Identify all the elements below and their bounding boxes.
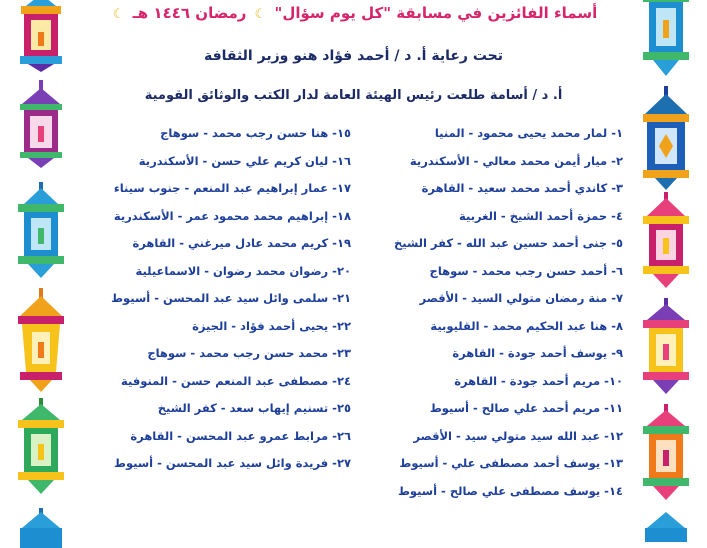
list-item: ٢٥- تسنيم إيهاب سعد - كفر الشيخ — [157, 401, 351, 415]
lantern-icon — [631, 298, 701, 398]
list-item: ١١- مريم أحمد علي صالح - أسيوط — [429, 401, 623, 415]
list-item: ١٢- عبد الله سيد متولي سيد - الأقصر — [413, 428, 623, 443]
lantern-icon — [6, 0, 76, 74]
list-item: ١٥- هنا حسن رجب محمد - سوهاج — [160, 126, 351, 140]
lantern-icon — [631, 404, 701, 504]
list-item: ٣- كاندي أحمد محمد سعيد - القاهرة — [421, 181, 623, 195]
page-title — [90, 4, 617, 22]
list-item: ١٩- كريم محمد عادل ميرغني - القاهرة — [132, 236, 351, 250]
lantern-icon — [6, 182, 76, 282]
lantern-icon — [631, 86, 701, 191]
crescent-moon-icon: ☾ — [112, 7, 125, 22]
lantern-icon — [6, 508, 76, 548]
list-item: ٩- يوسف أحمد جودة - القاهرة — [452, 346, 623, 360]
list-item: ٢٤- مصطفى عبد المنعم حسن - المنوفية — [121, 373, 351, 388]
list-item: ٥- جنى أحمد حسين عبد الله - كفر الشيخ — [393, 236, 623, 250]
list-item: ٦- أحمد حسن رجب محمد - سوهاج — [429, 263, 623, 278]
list-item: ١٣- يوسف أحمد مصطفى علي - أسيوط — [399, 456, 623, 470]
winners-list-right — [373, 120, 623, 505]
list-item: ٢٧- فريدة وائل سيد عبد المحسن - أسيوط — [114, 456, 351, 470]
lantern-icon — [6, 288, 76, 393]
list-item: ٢٣- محمد حسن رجب محمد - سوهاج — [147, 346, 351, 360]
sponsor-line: تحت رعاية أ. د / أحمد فؤاد هنو وزير الثقافة — [203, 48, 504, 64]
list-item: ٢٢- يحيى أحمد فؤاد - الجيزة — [192, 318, 351, 333]
crescent-moon-icon: ☾ — [254, 7, 267, 22]
list-item: ٨- هنا عبد الحكيم محمد - القليوبية — [430, 318, 623, 333]
winners-list-left — [81, 120, 351, 478]
lantern-icon — [631, 512, 701, 542]
right-lantern-border — [625, 0, 707, 534]
lantern-icon — [631, 192, 701, 292]
list-item: ١٤- يوسف مصطفى علي صالح - أسيوط — [397, 483, 623, 498]
list-item: ٢١- سلمى وائل سيد عبد المحسن - أسيوط — [111, 291, 351, 305]
director-line: أ. د / أسامة طلعت رئيس الهيئة العامة لدار الكتب والوثائق القومية — [144, 88, 563, 103]
lantern-icon — [6, 398, 76, 498]
list-item: ٢٦- مرابط عمرو عبد المحسن - القاهرة — [130, 428, 351, 443]
lantern-icon — [6, 80, 76, 170]
list-item: ٢- ميار أيمن محمد معالي - الأسكندرية — [409, 153, 623, 168]
title-prefix: أسماء الفائزين في مسابقة — [391, 4, 598, 22]
lantern-icon — [631, 0, 701, 84]
title-quote: "كل يوم سؤال" — [274, 4, 392, 22]
title-suffix: رمضان ١٤٤٦ هـ — [132, 4, 247, 22]
list-item: ١٨- إبراهيم محمد محمود عمر - الأسكندرية — [113, 208, 351, 223]
list-item: ١٠- مريم أحمد جودة - القاهرة — [454, 373, 623, 388]
list-item: ١- لمار محمد يحيى محمود - المنيا — [434, 126, 623, 140]
list-item: ٢٠- رضوان محمد رضوان - الاسماعيلية — [135, 263, 351, 278]
list-item: ٧- منة رمضان متولي السيد - الأقصر — [419, 291, 623, 305]
list-item: ١٧- عمار إبراهيم عبد المنعم - جنوب سيناء — [113, 181, 351, 195]
list-item: ١٦- ليان كريم علي حسن - الأسكندرية — [138, 153, 351, 168]
left-lantern-border — [0, 0, 82, 534]
list-item: ٤- حمزة أحمد الشيخ - الغربية — [459, 208, 623, 223]
